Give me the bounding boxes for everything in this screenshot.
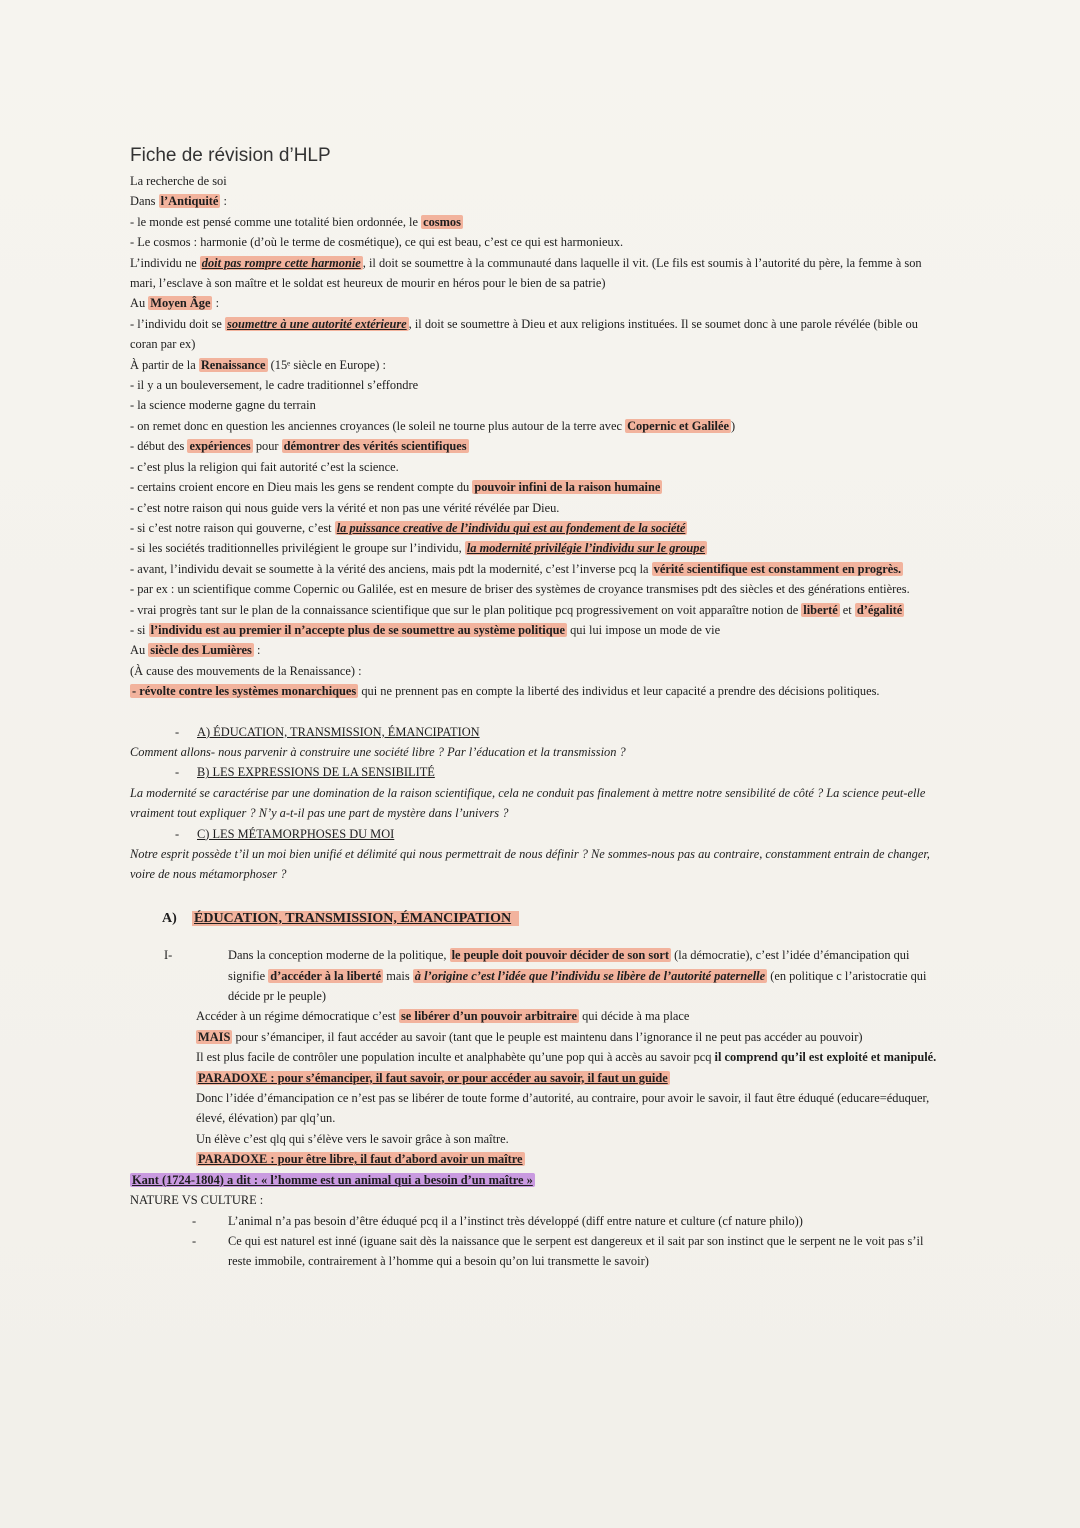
renaissance-line: - si l’individu est au premier il n’accepte plus de se soumettre au système politique qui lui impose un mode de vie [130, 622, 721, 637]
renaissance-line: - il y a un bouleversement, le cadre traditionnel s’effondre [130, 378, 419, 393]
renaissance-line: - si c’est notre raison qui gouverne, c’est la puissance creative de l’individu qui est au fondement de la société [130, 520, 686, 535]
renaissance-line: - certains croient encore en Dieu mais les gens se rendent compte du pouvoir infini de la raison humaine [130, 480, 661, 495]
antiquite-label: Dans l’Antiquité : [130, 194, 227, 209]
paradoxe-1: PARADOXE : pour s’émanciper, il faut savoir, or pour accéder au savoir, il faut un guide [198, 1070, 668, 1085]
summary-heading-c: - C) LES MÉTAMORPHOSES DU MOI [175, 826, 395, 841]
section-a-paragraph-2: Accéder à un régime démocratique c’est se libérer d’un pouvoir arbitraire qui décide à ma place [196, 1009, 690, 1024]
moyen-age-paragraph: - l’individu doit se soumettre à une autorité extérieure , il doit se soumettre à Dieu et aux religions instituées. Il se soumet donc à une parole révélée (bible ou coran par ex) [130, 316, 918, 352]
antiquite-paragraph: L’individu ne doit pas rompre cette harmonie , il doit se soumettre à la communauté dans laquelle il vit. (Le fils est soumis à l’autorité du père, la femme à son mari, l’esclave à son maître et le soldat est heureux de mourir en héros pour le bien de sa patrie) [130, 255, 922, 291]
revision-sheet [130, 143, 945, 1272]
summary-question-a: Comment allons- nous parvenir à construire une société libre ? Par l’éducation et la transmission ? [130, 744, 626, 759]
section-a-paragraph-1: I- Dans la conception moderne de la politique, le peuple doit pouvoir décider de son sort (la démocratie), c’est l’idée d’émancipation qui signifie d’accéder à la liberté mais à l’origine c’est l’idée que l’individu se libère de l’autorité paternelle (en politique c l’aristocratie qui décide pr le peuple) [164, 948, 927, 1004]
summary-heading-b: - B) LES EXPRESSIONS DE LA SENSIBILITÉ [175, 765, 435, 780]
section-a-heading: A) ÉDUCATION, TRANSMISSION, ÉMANCIPATION [130, 909, 945, 929]
renaissance-line: - vrai progrès tant sur le plan de la connaissance scientifique que sur le plan politique pcq progressivement on voit apparaître notion de liberté et d’égalité [130, 602, 903, 617]
page-title: Fiche de révision d’HLP [130, 145, 331, 166]
nature-culture-item: - L’animal n’a pas besoin d’être éduqué pcq il a l’instinct très développé (diff entre nature et culture (cf nature philo)) [192, 1213, 803, 1228]
moyen-age-label: Au Moyen Âge : [130, 296, 220, 311]
section-a-paragraph-3: MAIS pour s’émanciper, il faut accéder au savoir (tant que le peuple est maintenu dans l’ignorance il ne peut pas accéder au pouvoir) [198, 1029, 863, 1044]
renaissance-line: - début des expériences pour démontrer des vérités scientifiques [130, 439, 467, 454]
summary-question-b: La modernité se caractérise par une domination de la raison scientifique, cela ne conduit pas finalement à mettre notre sensibilité de côté ? La science peut-elle vraiment tout expliquer ? N’y a-t-il pas une part de mystère dans l’univers ? [130, 785, 926, 821]
lumieres-label: Au siècle des Lumières : [130, 643, 261, 658]
nature-culture-title: NATURE VS CULTURE : [130, 1193, 264, 1208]
renaissance-line: - on remet donc en question les anciennes croyances (le soleil ne tourne plus autour de la terre avec Copernic et Galilée ) [130, 418, 736, 433]
section-a-paragraph-6: Donc l’idée d’émancipation ce n’est pas se libérer de toute forme d’autorité, au contraire, pour avoir le savoir, il faut être éduqué (educare=éduquer, élevé, élévation) par qlq’un. [196, 1091, 930, 1126]
renaissance-line: - avant, l’individu devait se soumette à la vérité des anciens, mais pdt la modernité, c’est l’inverse pcq la vérité scientifique est constamment en progrès. [130, 561, 902, 576]
antiquite-line-1: - le monde est pensé comme une totalité bien ordonnée, le cosmos [130, 214, 461, 229]
renaissance-line: - si les sociétés traditionnelles privilégient le groupe sur l’individu, la modernité privilégie l’individu sur le groupe [130, 541, 706, 556]
subtitle: La recherche de soi [130, 174, 227, 188]
summary-question-c: Notre esprit possède t’il un moi bien unifié et délimité qui nous permettrait de nous définir ? Ne sommes-nous pas au contraire, constamment entrain de changer, voire de nous métamorphoser ? [130, 847, 930, 882]
kant-quote: Kant (1724-1804) a dit : « l’homme est un animal qui a besoin d’un maître » [132, 1172, 533, 1187]
lumieres-line: (À cause des mouvements de la Renaissance) : [130, 663, 362, 678]
section-a-paragraph-4: Il est plus facile de contrôler une population inculte et analphabète qu’une pop qui à accès au savoir pcq il comprend qu’il est exploité et manipulé. [196, 1050, 937, 1065]
paradoxe-2: PARADOXE : pour être libre, il faut d’abord avoir un maître [198, 1152, 523, 1167]
lumieres-line: - révolte contre les systèmes monarchiques qui ne prennent pas en compte la liberté des individus et leur capacité a prendre des décisions politiques. [132, 684, 880, 699]
renaissance-line: - la science moderne gagne du terrain [130, 398, 316, 413]
renaissance-line: - c’est notre raison qui nous guide vers la vérité et non pas une vérité révélée par Dieu. [130, 500, 560, 515]
renaissance-line: - c’est plus la religion qui fait autorité c’est la science. [130, 459, 399, 474]
summary-heading-a: - A) ÉDUCATION, TRANSMISSION, ÉMANCIPATION [175, 724, 480, 739]
renaissance-line: - par ex : un scientifique comme Copernic ou Galilée, est en mesure de briser des systèmes de croyance transmises pdt des siècles et des générations entières. [130, 582, 910, 597]
nature-culture-item: - Ce qui est naturel est inné (iguane sait dès la naissance que le serpent est dangereux et il sait par son instinct que le serpent ne le voit pas s’il reste immobile, contrairement à l’homme qui a besoin qu’on lui transmette le savoir) [192, 1233, 924, 1269]
antiquite-line-2: - Le cosmos : harmonie (d’où le terme de cosmétique), ce qui est beau, c’est ce qui est harmonieux. [130, 235, 624, 250]
section-a-paragraph-7: Un élève c’est qlq qui s’élève vers le savoir grâce à son maître. [196, 1131, 509, 1146]
renaissance-label: À partir de la Renaissance (15ᵉ siècle en Europe) : [130, 357, 386, 372]
